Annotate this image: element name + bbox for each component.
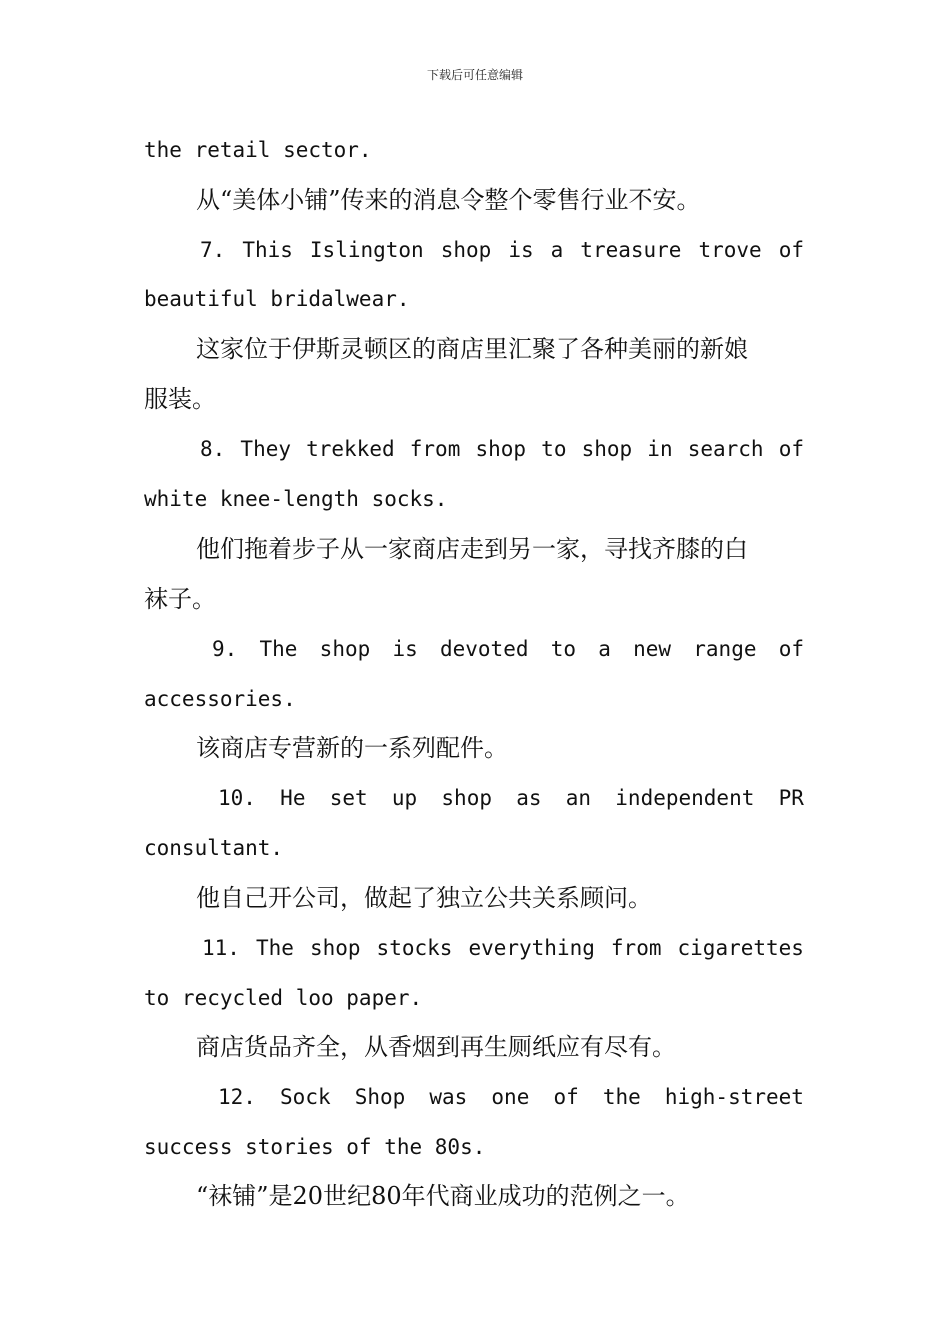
word: shop: [440, 238, 492, 262]
word: was: [429, 1085, 468, 1109]
word: 10.: [218, 786, 256, 810]
justified-line: [212, 634, 804, 664]
word: The: [255, 936, 294, 960]
word: to: [550, 637, 577, 661]
word: shop: [581, 437, 633, 461]
justified-line: [200, 434, 804, 464]
text-line: white knee-length socks.: [144, 487, 448, 511]
word: stocks: [376, 936, 453, 960]
justified-line: [200, 235, 804, 265]
text-line: “袜铺”是20世纪80年代商业成功的范例之一。: [196, 1182, 690, 1210]
word: 11.: [202, 936, 240, 960]
word: treasure: [580, 238, 682, 262]
text-line: 他自己开公司，做起了独立公共关系顾问。: [196, 884, 652, 912]
word: of: [778, 437, 804, 461]
word: They: [240, 437, 291, 461]
text-line: 这家位于伊斯灵顿区的商店里汇聚了各种美丽的新娘: [196, 335, 748, 363]
word: devoted: [439, 637, 529, 661]
text-line: 从“美体小铺”传来的消息令整个零售行业不安。: [196, 186, 701, 214]
text-line: 商店货品齐全，从香烟到再生厕纸应有尽有。: [196, 1033, 676, 1061]
word: a: [598, 637, 611, 661]
word: cigarettes: [677, 936, 804, 960]
justified-line: [218, 783, 804, 813]
word: in: [647, 437, 673, 461]
text-line: 服装。: [144, 385, 216, 413]
word: trove: [698, 238, 762, 262]
text-line: accessories.: [144, 687, 296, 711]
word: of: [553, 1085, 579, 1109]
word: independent: [615, 786, 755, 810]
text-line: 他们拖着步子从一家商店走到另一家，寻找齐膝的白: [196, 535, 748, 563]
word: He: [280, 786, 306, 810]
text-line: the retail sector.: [144, 138, 372, 162]
word: up: [391, 786, 418, 810]
word: trekked: [306, 437, 395, 461]
word: 12.: [218, 1085, 256, 1109]
word: Shop: [354, 1085, 406, 1109]
word: an: [565, 786, 592, 810]
word: range: [693, 637, 757, 661]
word: search: [687, 437, 764, 461]
word: a: [550, 238, 564, 262]
word: everything: [468, 936, 595, 960]
word: shop: [441, 786, 492, 810]
word: shop: [319, 637, 371, 661]
text-line: to recycled loo paper.: [144, 986, 423, 1010]
word: of: [778, 238, 804, 262]
text-line: 袜子。: [144, 585, 216, 613]
word: PR: [778, 786, 804, 810]
word: to: [541, 437, 567, 461]
word: the: [602, 1085, 641, 1109]
word: one: [491, 1085, 530, 1109]
word: of: [778, 637, 804, 661]
word: is: [508, 238, 534, 262]
text-line: beautiful bridalwear.: [144, 287, 410, 311]
word: is: [392, 637, 418, 661]
word: 8.: [200, 437, 226, 461]
page-header: 下载后可任意编辑: [426, 68, 523, 82]
justified-line: [202, 933, 804, 963]
word: Islington: [309, 238, 424, 262]
word: 7.: [200, 238, 226, 262]
word: This: [242, 238, 293, 262]
text-line: 该商店专营新的一系列配件。: [196, 734, 508, 762]
word: from: [409, 437, 461, 461]
word: Sock: [280, 1085, 331, 1109]
word: 9.: [212, 637, 238, 661]
text-line: success stories of the 80s.: [144, 1135, 486, 1159]
word: new: [633, 637, 672, 661]
word: as: [516, 786, 542, 810]
text-line: consultant.: [144, 836, 284, 860]
word: shop: [475, 437, 527, 461]
word: shop: [309, 936, 361, 960]
word: set: [329, 786, 368, 810]
word: from: [610, 936, 662, 960]
word: high-street: [664, 1085, 804, 1109]
word: The: [259, 637, 298, 661]
justified-line: [218, 1082, 804, 1112]
